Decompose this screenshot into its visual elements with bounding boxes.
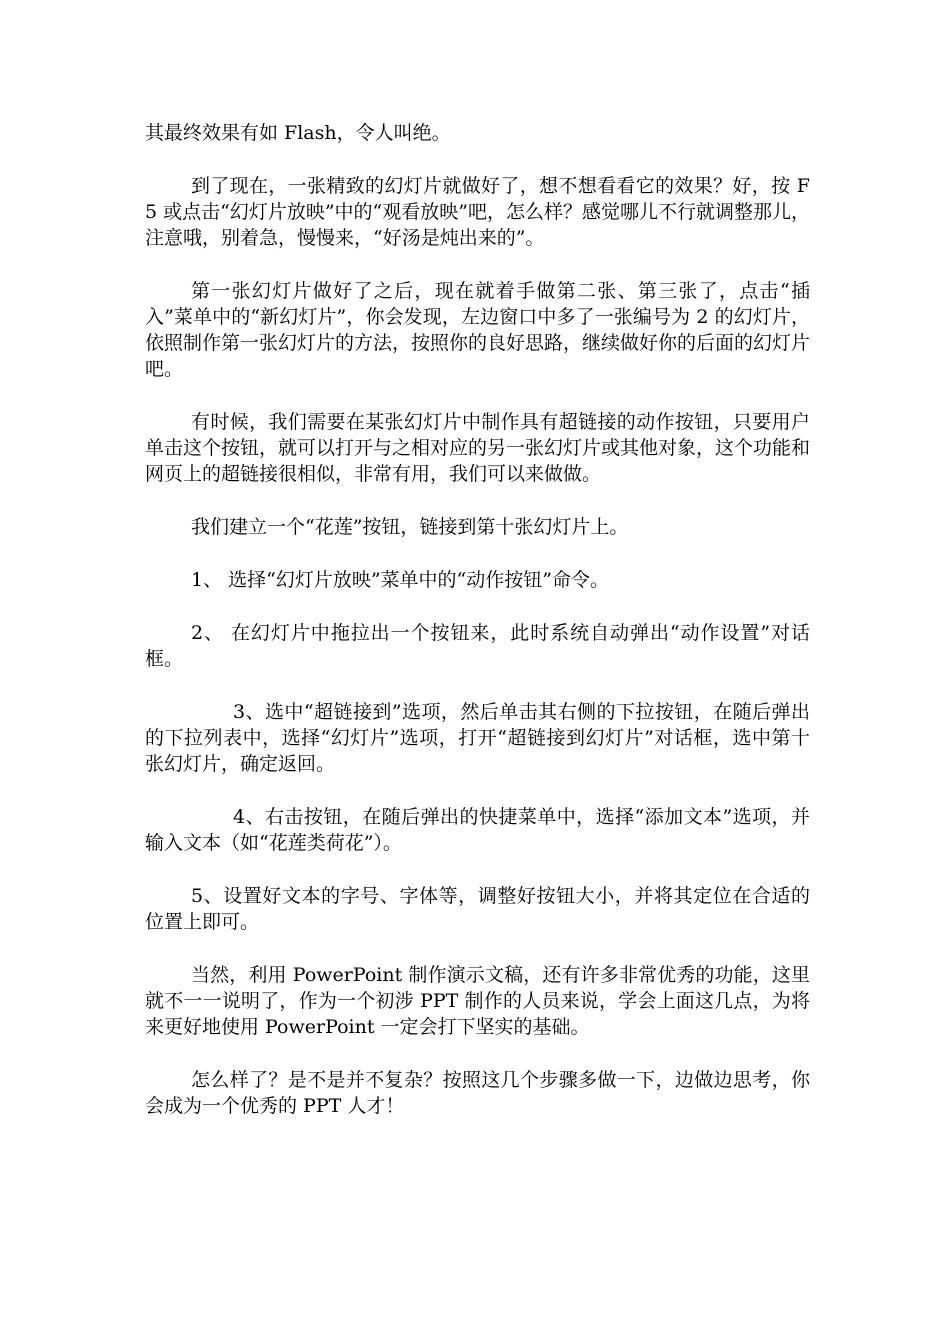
step-4: 4、右击按钮，在随后弹出的快捷菜单中，选择“添加文本”选项，并输入文本（如“花莲类荷花”）。	[145, 806, 810, 854]
paragraph-5: 我们建立一个“花莲”按钮，链接到第十张幻灯片上。	[191, 516, 629, 538]
paragraph-3: 第一张幻灯片做好了之后，现在就着手做第二张、第三张了，点击“插入”菜单中的“新幻灯片”，你会发现，左边窗口中多了一张编号为 2 的幻灯片，依照制作第一张幻灯片的方法，按照你的良好思路，继续做好你的后面的幻灯片吧。	[145, 280, 811, 380]
paragraph-2: 到了现在，一张精致的幻灯片就做好了，想不想看看它的效果？好，按 F5 或点击“幻灯片放映”中的“观看放映”吧，怎么样？感觉哪儿不行就调整那儿，注意哦，别着急，慢慢来，“好汤是炖出来的”。	[145, 175, 810, 249]
paragraph-1: 其最终效果有如 Flash，令人叫绝。	[145, 122, 451, 144]
step-5: 5、设置好文本的字号、字体等，调整好按钮大小，并将其定位在合适的位置上即可。	[145, 885, 810, 933]
step-3: 3、选中“超链接到”选项，然后单击其右侧的下拉按钮，在随后弹出的下拉列表中，选择“幻灯片”选项，打开“超链接到幻灯片”对话框，选中第十张幻灯片，确定返回。	[145, 701, 810, 775]
document-body	[145, 120, 810, 1146]
step-2: 2、 在幻灯片中拖拉出一个按钮来，此时系统自动弹出“动作设置”对话框。	[145, 622, 810, 670]
paragraph-closing: 怎么样了？是不是并不复杂？按照这几个步骤多做一下，边做边思考，你会成为一个优秀的 PPT 人才！	[145, 1069, 810, 1117]
paragraph-4: 有时候，我们需要在某张幻灯片中制作具有超链接的动作按钮，只要用户单击这个按钮，就可以打开与之相对应的另一张幻灯片或其他对象，这个功能和网页上的超链接很相似，非常有用，我们可以来做做。	[145, 411, 811, 485]
step-1: 1、 选择“幻灯片放映”菜单中的“动作按钮”命令。	[191, 569, 609, 591]
paragraph-conclusion: 当然，利用 PowerPoint 制作演示文稿，还有许多非常优秀的功能，这里就不一一说明了，作为一个初涉 PPT 制作的人员来说，学会上面这几点，为将来更好地使用 PowerPoint 一定会打下坚实的基础。	[145, 964, 810, 1038]
